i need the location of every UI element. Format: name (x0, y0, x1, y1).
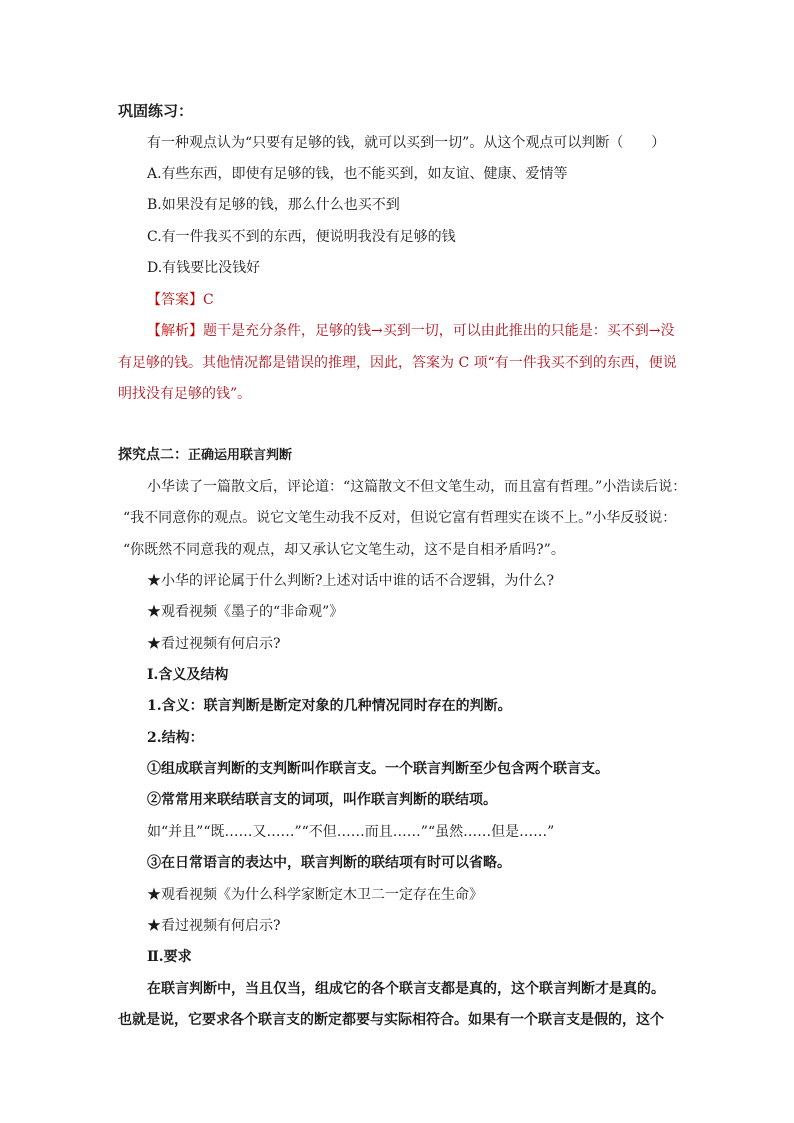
part2-title: Ⅱ.要求 (147, 949, 192, 965)
analysis-line-1 (147, 322, 674, 340)
star-item-4: ★观看视频《为什么科学家断定木卫二一定存在生命》 (147, 887, 483, 903)
analysis-text-1: 题干是充分条件，足够的钱→买到一切，可以由此推出的只能是：买不到→没 (203, 323, 675, 339)
answer-line (147, 291, 214, 309)
option-c: C.有一件我买不到的东西，便说明我没有足够的钱 (147, 229, 456, 245)
section-heading-practice: 巩固练习： (118, 102, 194, 120)
requirement-line-2: 也就是说，它要求各个联言支的断定都要与实际相符合。如果有一个联言支是假的，这个 (118, 1012, 664, 1028)
dialogue-line-1: 小华读了一篇散文后，评论道：“这篇散文不但文笔生动，而且富有哲理。”小浩读后说： (147, 479, 687, 495)
definition-text: 1.含义：联言判断是断定对象的几种情况同时存在的判断。 (147, 698, 512, 714)
star-item-5: ★看过视频有何启示? (147, 918, 281, 934)
structure-item-3: 如“并且”“既……又……”“不但……而且……”“虽然……但是……” (147, 824, 555, 840)
question-text: 有一种观点认为“只要有足够的钱，就可以买到一切”。从这个观点可以判断（ ） (147, 135, 666, 151)
section-heading-explore (118, 446, 292, 465)
structure-item-2: ②常常用来联结联言支的词项，叫作联言判断的联结项。 (147, 792, 497, 808)
explore-heading-sub: 正确运用联言判断 (188, 448, 293, 463)
structure-label: 2.结构： (147, 730, 204, 746)
structure-item-1: ①组成联言判断的支判断叫作联言支。一个联言判断至少包含两个联言支。 (147, 761, 609, 777)
answer-tag: 【答案】 (147, 292, 203, 308)
analysis-tag: 【解析】 (147, 323, 203, 339)
option-a: A.有些东西，即使有足够的钱，也不能买到，如友谊、健康、爱情等 (147, 166, 568, 182)
star-item-3: ★看过视频有何启示? (147, 636, 281, 652)
dialogue-line-2: “我不同意你的观点。说它文笔生动我不反对，但说它富有哲理实在谈不上。”小华反驳说： (123, 510, 677, 526)
star-item-2: ★观看视频《墨子的“非命观”》 (147, 604, 344, 620)
explore-heading: 探究点二： (118, 447, 188, 463)
dialogue-line-3: “你既然不同意我的观点，却又承认它文笔生动，这不是自相矛盾吗?”。 (123, 542, 565, 558)
structure-item-4: ③在日常语言的表达中，联言判断的联结项有时可以省略。 (147, 855, 511, 871)
option-b: B.如果没有足够的钱，那么什么也买不到 (147, 197, 400, 213)
answer-value: C (203, 292, 214, 308)
requirement-line-1: 在联言判断中，当且仅当，组成它的各个联言支都是真的，这个联言判断才是真的。 (147, 981, 665, 997)
option-d: D.有钱要比没钱好 (147, 260, 261, 276)
part1-title: Ⅰ.含义及结构 (147, 667, 229, 683)
star-item-1: ★小华的评论属于什么判断?上述对话中谁的话不合逻辑，为什么? (147, 573, 555, 589)
analysis-line-3: 明找没有足够的钱”。 (118, 386, 252, 402)
analysis-line-2: 有足够的钱。其他情况都是错误的推理，因此，答案为 C 项“有一件我买不到的东西，便说 (118, 355, 677, 371)
